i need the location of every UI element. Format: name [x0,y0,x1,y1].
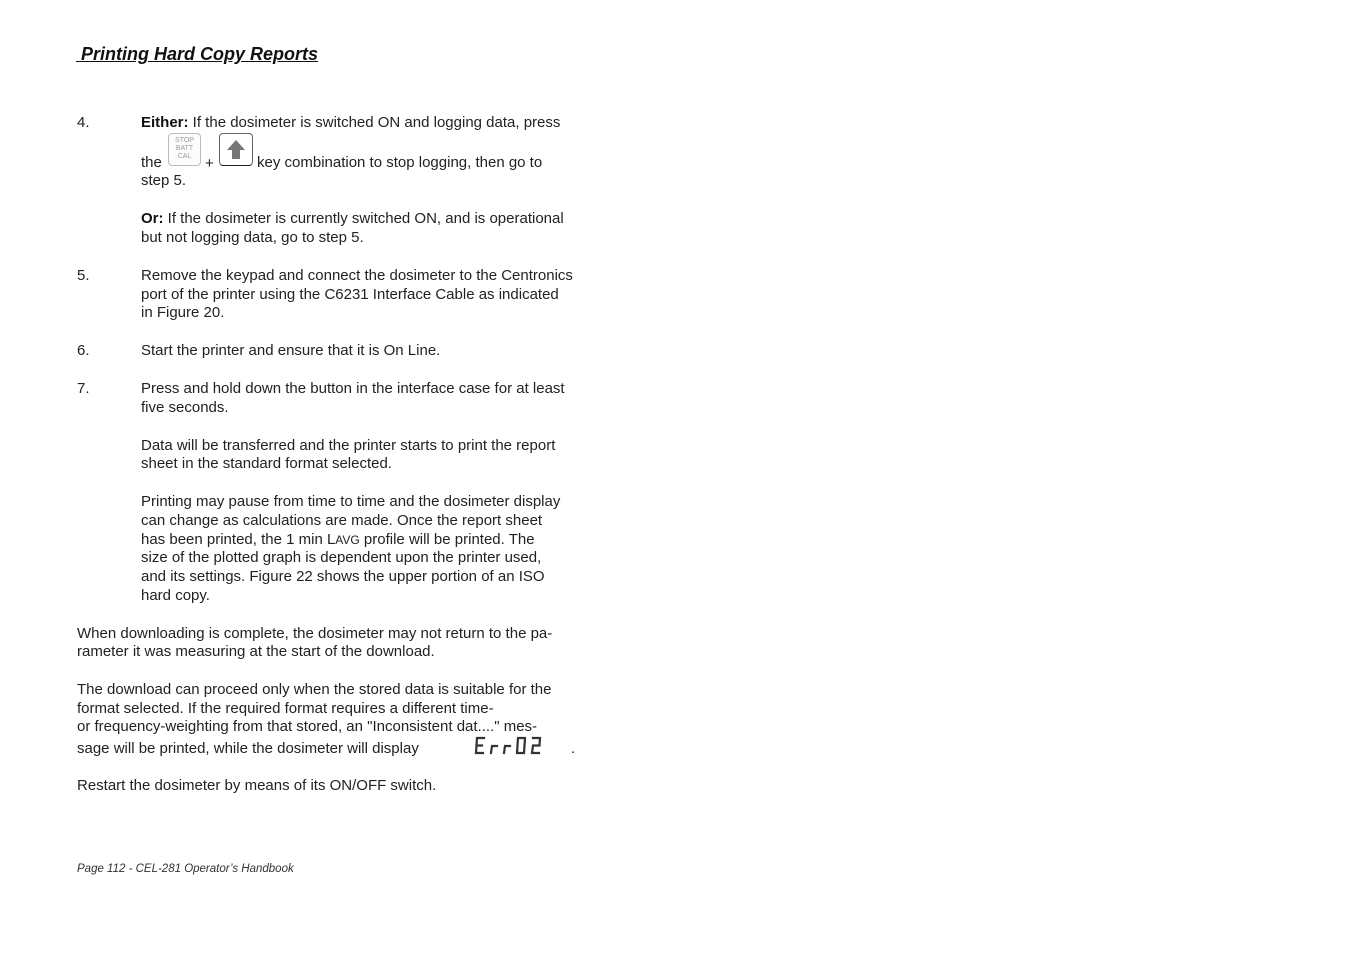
note-download-proceed-line: format selected. If the required format requires a different time- [77,700,494,717]
step-7-para3-line: size of the plotted graph is dependent upon the printer used, [141,549,542,566]
step-7-line: five seconds. [141,399,229,416]
note-download-proceed-line: sage will be printed, while the dosimeter will display [77,740,419,757]
step-5-line: Remove the keypad and connect the dosimeter to the Centronics [141,267,573,284]
stop-batt-cal-key-icon [168,133,201,166]
step-7-para3-line: hard copy. [141,587,210,604]
lcd-err02-display [473,735,553,762]
note-download-complete-line: When downloading is complete, the dosimeter may not return to the pa- [77,625,553,642]
lavg-pre: has been printed, the 1 min L [141,531,336,548]
step-7-para3-line: can change as calculations are made. Once the report sheet [141,512,543,529]
step-number-4: 4. [77,114,90,131]
lavg-subscript: AVG [335,533,360,547]
or-text: If the dosimeter is currently switched ON, and is operational [163,210,564,227]
step-4-the: the [141,154,162,171]
note-download-complete-line: rameter it was measuring at the start of the download. [77,643,435,660]
step-4-key-combo-text: key combination to stop logging, then go to [257,154,543,171]
either-label: Either: [141,114,189,131]
step-4-line-1 [141,114,560,133]
step-7-para3-line [141,531,535,550]
note-download-proceed-line: or frequency-weighting from that stored, an "Inconsistent dat...." mes- [77,718,538,735]
stop-key-label: STOP [175,137,194,144]
step-7-line: Press and hold down the button in the interface case for at least [141,380,565,397]
page-title: Printing Hard Copy Reports [81,44,319,64]
step-number-7: 7. [77,380,90,397]
batt-key-label: BATT [175,145,194,152]
plus-sign: + [205,155,214,172]
up-arrow-key-icon [219,133,253,166]
step-number-6: 6. [77,342,90,359]
lcd-display-text [473,735,475,736]
cal-key-label: CAL [177,153,192,160]
step-7-para2-line: Data will be transferred and the printer starts to print the report [141,437,556,454]
either-text: If the dosimeter is switched ON and logging data, press [188,114,561,131]
step-number-5: 5. [77,267,90,284]
page-footer: Page 112 - CEL-281 Operator’s Handbook [77,863,294,875]
step-4-or-line-2: but not logging data, go to step 5. [141,229,364,246]
note-restart: Restart the dosimeter by means of its ON/OFF switch. [77,777,437,794]
note-period: . [571,740,576,757]
step-4-or-line-1 [141,210,564,229]
step-5-line: in Figure 20. [141,304,225,321]
step-5-line: port of the printer using the C6231 Interface Cable as indicated [141,286,559,303]
or-label: Or: [141,210,164,227]
step-7-para3-line: Printing may pause from time to time and the dosimeter display [141,493,561,510]
step-7-para2-line: sheet in the standard format selected. [141,455,392,472]
lavg-post: profile will be printed. The [359,531,535,548]
step-7-para3-line: and its settings. Figure 22 shows the upper portion of an ISO [141,568,545,585]
step-6-line: Start the printer and ensure that it is On Line. [141,342,441,359]
step-4-goto: step 5. [141,172,187,189]
note-download-proceed-line: The download can proceed only when the stored data is suitable for the [77,681,552,698]
